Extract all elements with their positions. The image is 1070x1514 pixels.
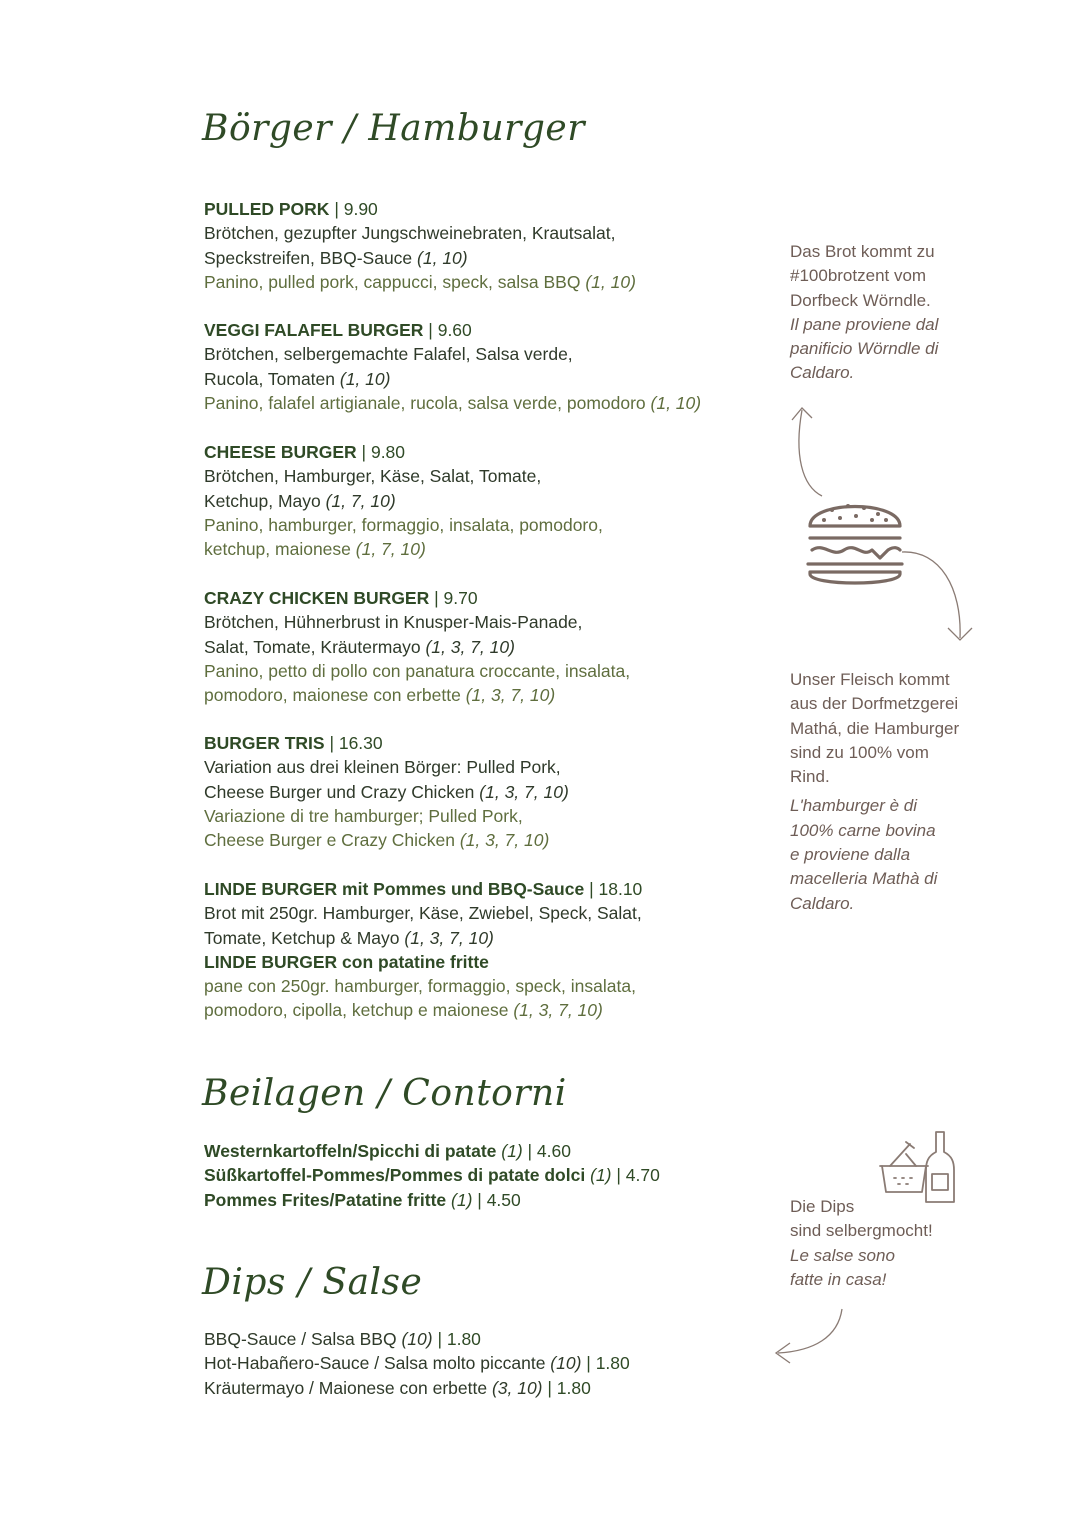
- note-meat: Unser Fleisch kommt aus der Dorfmetzgerei Mathá, die Hamburger sind zu 100% vom Rind. L'hamburger è di 100% carne bovina e proviene dalla macelleria Mathà di Caldaro.: [790, 670, 960, 913]
- note-bread: Das Brot kommt zu #100brotzent vom Dorfbeck Wörndle. Il pane proviene dal panificio Wörndle di Caldaro.: [790, 242, 939, 383]
- item-description-de: Brot mit 250gr. Hamburger, Käse, Zwiebel, Speck, Salat, Tomate, Ketchup & Mayo (1, 3, 7, 10): [204, 903, 642, 948]
- menu-item-burger-tris: [204, 731, 764, 852]
- menu-item-crazy-chicken: [204, 586, 764, 707]
- item-name: CHEESE BURGER: [204, 442, 357, 462]
- list-item: Hot-Habañero-Sauce / Salsa molto piccante (10) | 1.80: [204, 1353, 630, 1374]
- item-price: | 18.10: [589, 879, 643, 899]
- arrow-icon: [770, 1305, 850, 1370]
- item-price: | 9.60: [428, 320, 472, 340]
- list-item: BBQ-Sauce / Salsa BBQ (10) | 1.80: [204, 1329, 481, 1349]
- item-description-de: Brötchen, Hamburger, Käse, Salat, Tomate, Ketchup, Mayo (1, 7, 10): [204, 466, 542, 511]
- sides-section-title: Beilagen / Contorni: [202, 1073, 567, 1114]
- list-item: Kräutermayo / Maionese con erbette (3, 10) | 1.80: [204, 1377, 591, 1398]
- item-price: | 9.80: [361, 442, 406, 462]
- menu-item-linde-burger: [204, 877, 764, 1023]
- dips-section-title: Dips / Salse: [202, 1262, 423, 1303]
- item-description-it: Panino, pulled pork, cappucci, speck, salsa BBQ (1, 10): [204, 271, 636, 292]
- item-description-de: Brötchen, gezupfter Jungschweinebraten, Krautsalat, Speckstreifen, BBQ-Sauce (1, 10): [204, 223, 616, 268]
- list-item: Süßkartoffel-Pommes/Pommes di patate dolci (1) | 4.70: [204, 1165, 660, 1186]
- item-description-it: Variazione di tre hamburger; Pulled Pork, Cheese Burger e Crazy Chicken (1, 3, 7, 10): [204, 805, 550, 851]
- dips-list: [204, 1327, 764, 1400]
- item-description-it: Panino, hamburger, formaggio, insalata, pomodoro, ketchup, maionese (1, 7, 10): [204, 514, 603, 560]
- item-name: BURGER TRIS: [204, 733, 325, 753]
- item-price: | 9.70: [434, 588, 478, 608]
- item-description-de: Brötchen, Hühnerbrust in Knusper-Mais-Panade, Salat, Tomate, Kräutermayo (1, 3, 7, 10): [204, 612, 583, 657]
- arrow-icon: [788, 400, 828, 500]
- list-item: Pommes Frites/Patatine fritte (1) | 4.50: [204, 1189, 521, 1210]
- item-description-de: Brötchen, selbergemachte Falafel, Salsa verde, Rucola, Tomaten (1, 10): [204, 344, 573, 389]
- item-description-it: Panino, falafel artigianale, rucola, salsa verde, pomodoro (1, 10): [204, 392, 702, 413]
- item-price: | 9.90: [334, 199, 378, 219]
- item-name: VEGGI FALAFEL BURGER: [204, 320, 424, 340]
- burger-icon: [802, 488, 910, 590]
- menu-item-cheese-burger: [204, 440, 764, 561]
- item-name-it: LINDE BURGER con patatine fritte: [204, 951, 489, 972]
- menu-item-veggi-falafel: [204, 318, 764, 415]
- item-price: | 16.30: [329, 733, 383, 753]
- item-name: LINDE BURGER mit Pommes und BBQ-Sauce: [204, 879, 585, 899]
- sides-list: [204, 1139, 764, 1212]
- menu-item-pulled-pork: [204, 197, 764, 294]
- burger-section-title: Börger / Hamburger: [202, 108, 585, 149]
- arrow-icon: [900, 548, 980, 643]
- note-dips: Die Dips sind selbergmocht! Le salse sono fatte in casa!: [790, 1197, 933, 1289]
- bottle-icon: [924, 1130, 956, 1206]
- item-name: PULLED PORK: [204, 199, 330, 219]
- item-name: CRAZY CHICKEN BURGER: [204, 588, 430, 608]
- list-item: Westernkartoffeln/Spicchi di patate (1) | 4.60: [204, 1141, 571, 1161]
- item-description-de: Variation aus drei kleinen Börger: Pulled Pork, Cheese Burger und Crazy Chicken (1, 3, 7, 10): [204, 757, 569, 802]
- item-description-it: Panino, petto di pollo con panatura croccante, insalata, pomodoro, maionese con erbette (1, 3, 7, 10): [204, 660, 631, 706]
- item-description-it: pane con 250gr. hamburger, formaggio, speck, insalata, pomodoro, cipolla, ketchup e maionese (1, 3, 7, 10): [204, 976, 636, 1021]
